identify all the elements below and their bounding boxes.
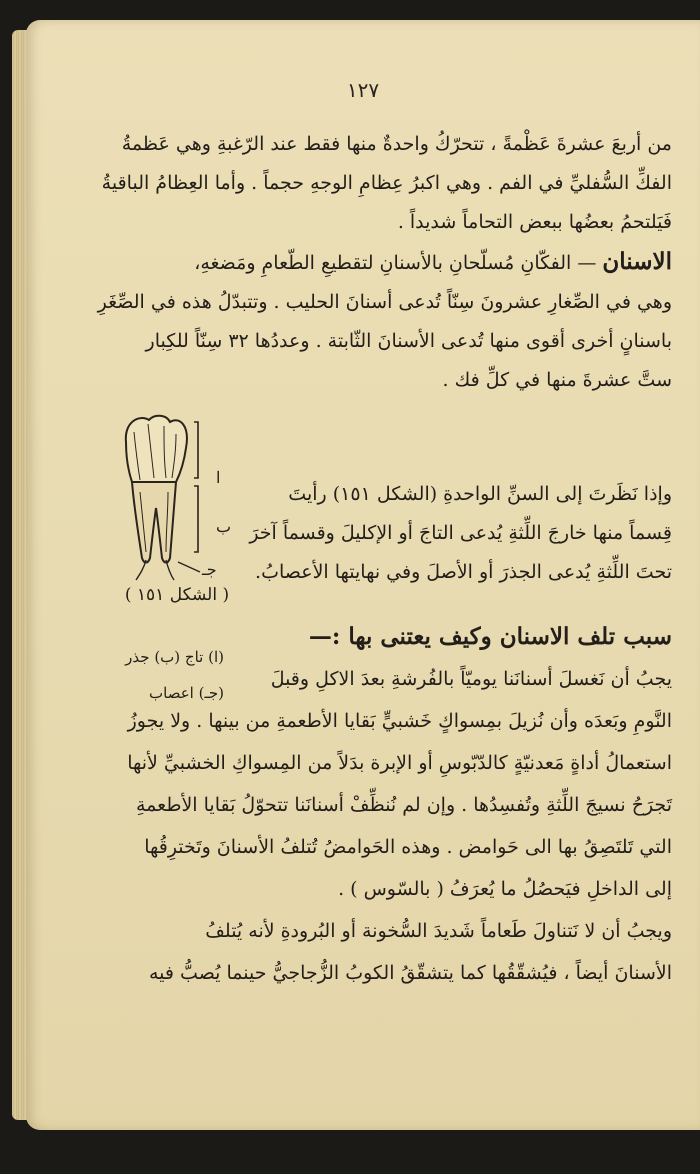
- text-line: الأسنانَ أيضاً ، فيُشقّقُها كما يتشقّقُ الكوبُ الزُّجاجيُّ حينما يُصبُّ فيه: [149, 962, 672, 984]
- page-number: ١٢٧: [346, 78, 380, 102]
- text-line: يجبُ أن نَغسلَ أسنانَنا يوميّاً بالفُرشةِ بعدَ الاكلِ وقبلَ: [270, 668, 672, 690]
- figure-label-b: ب: [216, 517, 232, 536]
- book-page: [26, 20, 700, 1130]
- text-line: وهي في الصِّغارِ عشرونَ سِنّاً تُدعى أسنانَ الحليب . وتتبدّلُ هذه في الصِّغَرِ: [97, 291, 672, 313]
- text-line: الفكِّ السُّفليِّ في الفم . وهي اكبرُ عِظامِ الوجهِ حجماً . وأما العِظامُ الباقيةُ: [101, 172, 672, 194]
- text-line: قِسماً منها خارجَ اللِّثةِ يُدعى التاجَ أو الإكليلَ وقسماً آخرَ: [249, 522, 672, 544]
- tooth-illustration-icon: [114, 412, 224, 582]
- text-line: إلى الداخلِ فيَحصُلُ ما يُعرَفُ ( بالسّوس ) .: [338, 878, 672, 900]
- figure-paragraph: [222, 475, 672, 592]
- lower-text-block: [72, 616, 672, 994]
- book-page-wrapper: [12, 20, 700, 1130]
- text-line: ستَّ عشرةَ منها في كلِّ فك .: [442, 369, 672, 391]
- tooth-figure: [114, 412, 224, 582]
- text-line: التي تَلتَصِقُ بها الى حَوامض . وهذه الحَوامضُ تُتلفُ الأسنانَ وتَخترِقُها: [144, 836, 672, 858]
- section-heading-tooth-decay: سبب تلف الاسنان وكيف يعتنى بها :—: [308, 623, 672, 650]
- text-line: تَجرَحُ نسيجَ اللِّثةِ وتُفسِدُها . وإن لم نُنظِّفْ أسنانَنا تتحوّلُ بَقايا الأطعمةِ: [136, 794, 672, 816]
- teeth-section-line: [72, 242, 672, 283]
- text-line: من أربعَ عشرةَ عَظْمةً ، تتحرّكُ واحدةٌ منها فقط عند الرّغبةِ وهي عَظمةُ: [121, 133, 672, 155]
- figure-label-c: جـ: [202, 560, 217, 579]
- text-line: النَّومِ وبَعدَه وأن نُزيلَ بمِسواكٍ خَشبيٍّ بَقايا الأطعمةِ من بينها . ولا يجوزُ: [127, 710, 672, 732]
- section-heading-teeth: الاسنان: [602, 248, 672, 275]
- text-line: وإذا نَظَرتَ إلى السنِّ الواحدةِ (الشكل ١٥١) رأيتَ: [288, 483, 672, 505]
- text-fragment: — الفكّانِ مُسلّحانِ بالأسنانِ لتقطيعِ الطّعامِ ومَضغهِ،: [194, 252, 597, 274]
- legend-line: (ا) تاج (ب) جذر: [125, 648, 224, 666]
- figure-label-a: ا: [216, 468, 221, 487]
- upper-text-block: [72, 125, 672, 400]
- text-line: استعمالُ أداةٍ مَعدنيّةٍ كالدّبّوسِ أو الإبرة بدَلاً من المِسواكِ الخشبيِّ لأنها: [127, 752, 672, 774]
- text-line: فَيَلتحمُ بعضُها ببعض التحاماً شديداً .: [397, 211, 672, 233]
- text-line: تحتَ اللِّثةِ يُدعى الجذرَ أو الأصلَ وفي نهايتها الأعصابُ.: [255, 561, 672, 583]
- text-line: ويجبُ أن لا نَتناولَ طَعاماً شَديدَ السُّخونة أو البُرودةِ لأنه يُتلفُ: [205, 920, 672, 942]
- text-line: باسنانٍ أخرى أقوى منها تُدعى الأسنانَ الثّابتة . وعددُها ٣٢ سِنّاً للكِبار: [145, 330, 672, 352]
- figure-caption: ( الشكل ١٥١ ): [124, 585, 230, 605]
- legend-line: (جـ) اعصاب: [149, 684, 224, 702]
